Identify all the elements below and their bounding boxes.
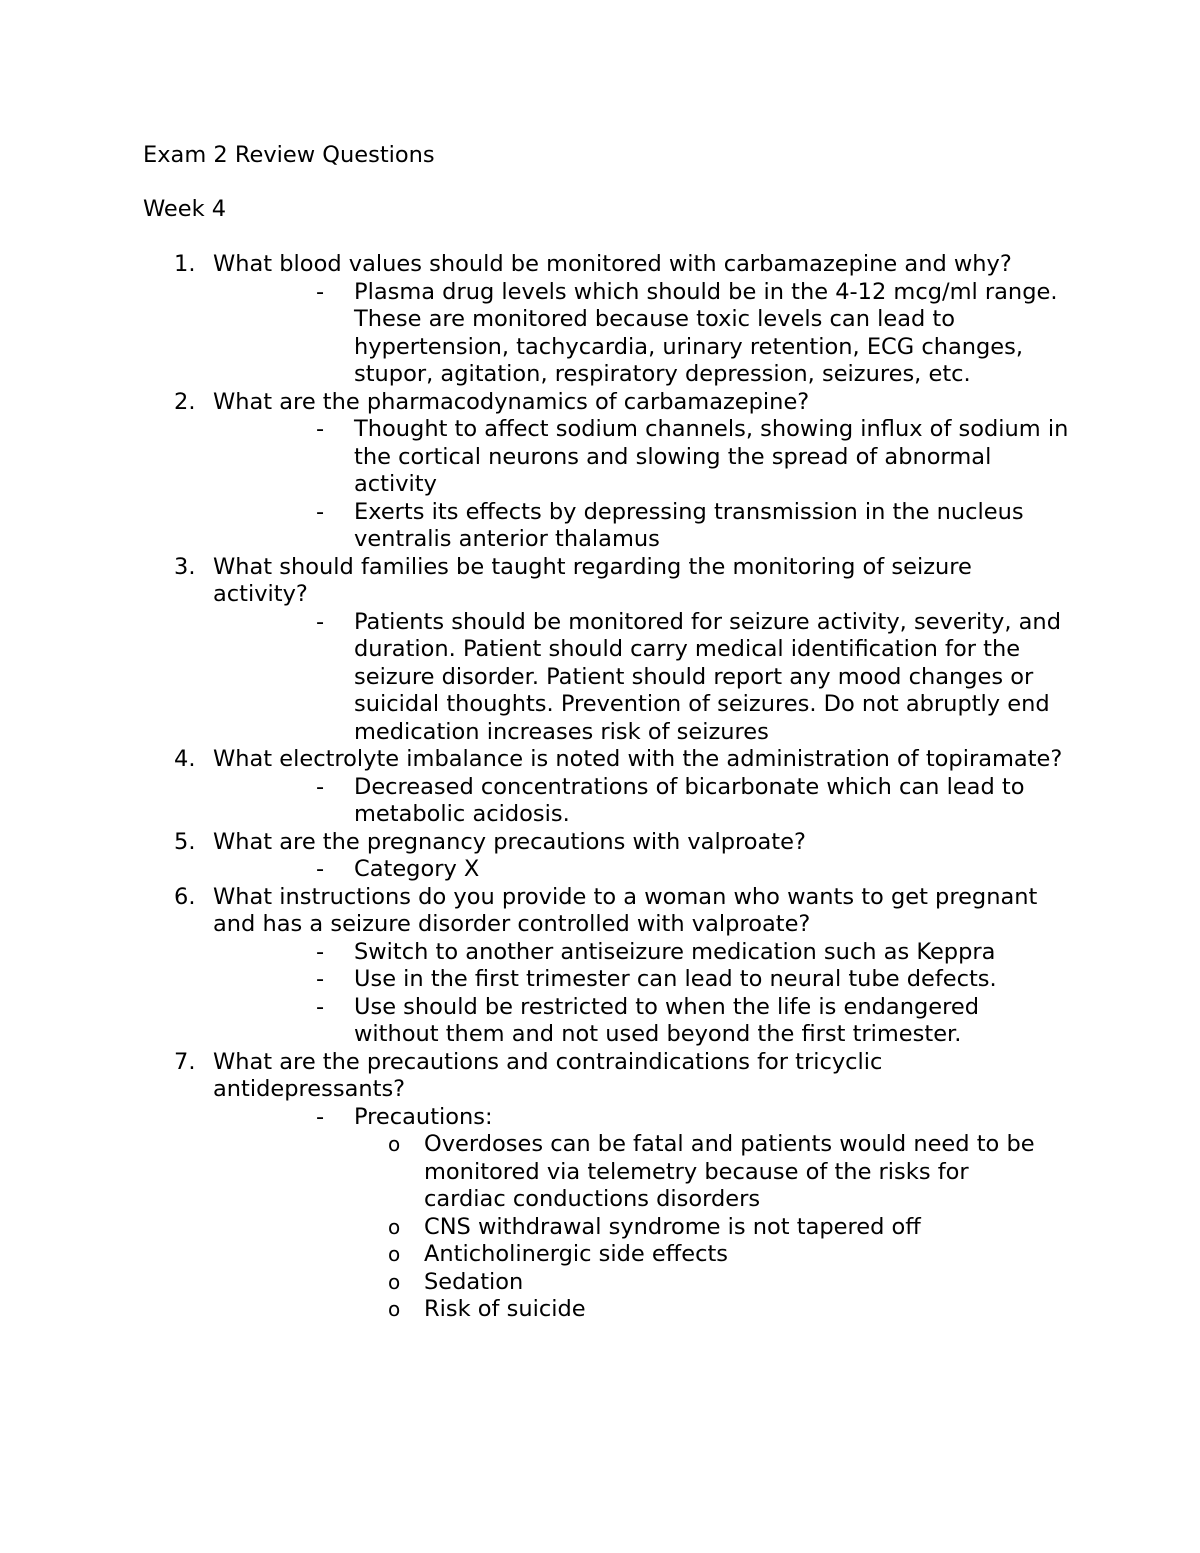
circle-bullet: o [388,1297,401,1321]
question-number: 3. [174,553,196,580]
answer-text: Patients should be monitored for seizure activity, severity, and duration. Patient should carry medical identification for the seizure disorder. Patient should report any mood changes or suicidal thoughts. Prevention of seizures. Do not abruptly end medication increases risk of seizures [354,608,1061,745]
answer-item [0,499,1200,554]
answer-item [0,856,1200,884]
sub-item-text: Anticholinergic side effects [424,1241,728,1267]
circle-bullet: o [388,1242,401,1266]
answer-text: Use in the first trimester can lead to neural tube defects. [354,966,997,992]
question-item [0,829,1200,884]
dash-bullet: - [316,993,325,1020]
question-number: 7. [174,1048,196,1075]
question-item [0,389,1200,554]
question-text: What instructions do you provide to a woman who wants to get pregnant and has a seizure disorder controlled with valproate? [213,883,1038,937]
answer-list [0,279,1200,389]
question-text: What should families be taught regarding the monitoring of seizure activity? [213,553,972,607]
answer-text: Plasma drug levels which should be in the 4-12 mcg/ml range. These are monitored because toxic levels can lead to hypertension, tachycardia, urinary retention, ECG changes, stupor, agitation, respiratory depression, seizures, etc. [354,278,1058,387]
sub-item-text: CNS withdrawal syndrome is not tapered off [424,1213,921,1240]
sub-item [0,1296,1200,1324]
sub-item [0,1131,1200,1214]
answer-text: Precautions: [354,1103,493,1130]
sub-item [0,1241,1200,1269]
answer-list [0,1104,1200,1324]
answer-item [0,939,1200,967]
sub-item [0,1269,1200,1297]
dash-bullet: - [316,498,325,525]
question-number: 1. [174,251,196,277]
answer-item [0,609,1200,747]
answer-item [0,966,1200,994]
circle-bullet: o [388,1269,401,1294]
answer-item [0,994,1200,1049]
dash-bullet: - [316,938,325,965]
answer-item [0,1104,1200,1324]
dash-bullet: - [316,278,325,305]
answer-list [0,609,1200,747]
question-text: What are the pregnancy precautions with valproate? [213,828,806,855]
question-text: What electrolyte imbalance is noted with the administration of topiramate? [213,746,1063,772]
answer-text: Switch to another antiseizure medication such as Keppra [354,938,996,965]
answer-item [0,416,1200,499]
sub-item-text: Risk of suicide [424,1296,586,1322]
dash-bullet: - [316,416,325,442]
document-title: Exam 2 Review Questions [143,142,435,168]
dash-bullet: - [316,773,325,800]
answer-list [0,416,1200,554]
answer-text: Thought to affect sodium channels, showing influx of sodium in the cortical neurons and slowing the spread of abnormal activity [354,416,1069,497]
week-heading: Week 4 [143,196,227,222]
sub-item [0,1214,1200,1242]
answer-text: Use should be restricted to when the life is endangered without them and not used beyond the first trimester. [354,993,979,1047]
answer-text: Category X [354,856,480,882]
answer-list [0,939,1200,1049]
answer-list [0,856,1200,884]
answer-text: Exerts its effects by depressing transmission in the nucleus ventralis anterior thalamus [354,498,1024,552]
answer-text: Decreased concentrations of bicarbonate which can lead to metabolic acidosis. [354,773,1025,827]
question-number: 5. [174,828,196,855]
question-text: What blood values should be monitored with carbamazepine and why? [213,251,1012,277]
dash-bullet: - [316,608,325,635]
circle-bullet: o [388,1132,401,1156]
question-item [0,554,1200,747]
question-list [0,251,1200,1324]
question-item [0,1049,1200,1324]
question-item [0,251,1200,389]
question-number: 4. [174,746,196,772]
dash-bullet: - [316,1103,325,1130]
question-number: 6. [174,883,196,910]
dash-bullet: - [316,966,325,992]
question-text: What are the precautions and contraindications for tricyclic antidepressants? [213,1048,883,1102]
question-item [0,884,1200,1049]
answer-list [0,774,1200,829]
dash-bullet: - [316,856,325,882]
answer-item [0,774,1200,829]
sub-list [0,1131,1200,1324]
answer-item [0,279,1200,389]
question-number: 2. [174,388,196,415]
question-text: What are the pharmacodynamics of carbamazepine? [213,388,810,415]
circle-bullet: o [388,1214,401,1239]
sub-item-text: Sedation [424,1268,524,1295]
question-item [0,746,1200,829]
sub-item-text: Overdoses can be fatal and patients would need to be monitored via telemetry because of the risks for cardiac conductions disorders [424,1131,1035,1212]
